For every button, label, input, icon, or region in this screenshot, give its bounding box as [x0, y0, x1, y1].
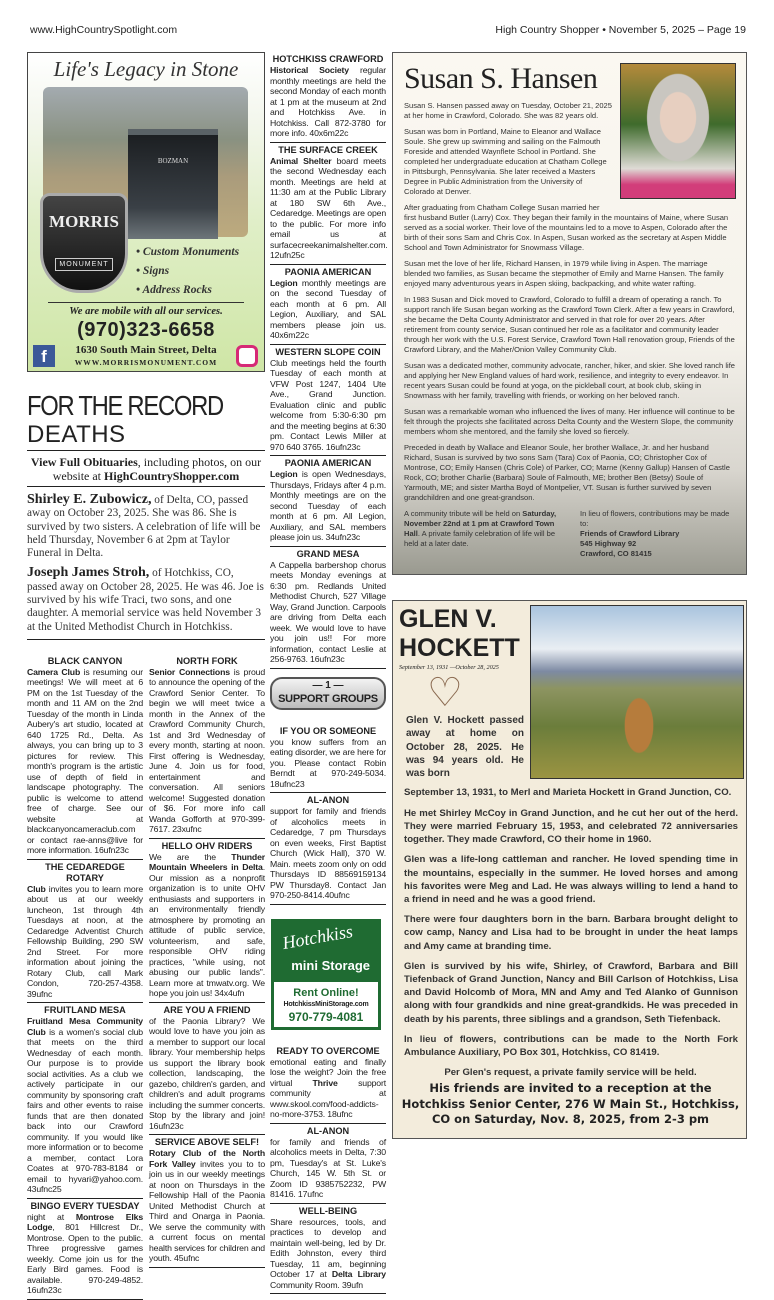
obit-paragraph: In 1983 Susan and Dick moved to Crawford, Colorado to fulfill a dream of operating a ranch. To support ranch life Susan began working as the Crawford Town Clerk. After a few years in Crawford, she became the Delta County Administrator and served in that role for over 20 years. After retirement from county service, Susan continued her role as a facilitator and community leader through her work with the U.S. Forest Service, Crawford Town Hall renovation group, Friends of the Crawford Library, and the Maher/Onion Valley Community Club. [404, 295, 735, 354]
notice-text: , 801 Hillcrest Dr., Montrose. Open to the public. Three progressive games weekly. Come join us for the Early Bird games. Food is available. 970-249-4852. 16ufn23c [27, 1222, 143, 1296]
community-notice [270, 724, 386, 794]
notice-heading: GRAND MESA [296, 548, 360, 559]
notice-heading: READY TO OVERCOME [276, 1045, 380, 1056]
notice-bold: Thrive [312, 1077, 338, 1088]
obit-intro: Glen V. Hockett passed away at home on October 28, 2025. He was 94 years old. He was born [406, 715, 524, 780]
notice-heading: HOTCHKISS CRAWFORD [272, 54, 384, 64]
city: Crawford, CO 81415 [580, 549, 652, 558]
notice-text: invites you to learn more about us at our weekly luncheon, 1st through 4th Tuesdays at noon, at the Cedaredge Adventist Church Fellowship Building, 290 SW 2nd Street. For more information about joining the Rotary Club, call Mark Condon, 720-257-4358. 39ufnc [27, 883, 143, 999]
notices-column [270, 1044, 386, 1295]
community-notice [27, 860, 143, 1004]
community-notice [149, 654, 265, 839]
brand-sub: mini Storage [291, 957, 370, 973]
portrait-photo [620, 63, 736, 199]
community-notice [270, 52, 386, 143]
notice-heading: AL-ANON [306, 795, 350, 805]
notices-column [270, 724, 386, 905]
obit-text: of Hotchkiss, CO, passed away on October 28, 2025. He was 46. Joe is survived by his wife Traci, two sons, and one daughter. A memorial service was held November 3 at the United Methodist Church in Hotchkiss. [27, 567, 264, 633]
name-line: HOCKETT [399, 634, 520, 662]
notice-heading: NORTH FORK [176, 655, 238, 666]
section-title: FOR THE RECORD [27, 390, 223, 421]
notice-heading: ARE YOU A FRIEND [163, 1004, 251, 1015]
community-notice [27, 1003, 143, 1199]
service-item: • Signs [136, 265, 170, 277]
notice-bold: Rotary Club of the North Fork Valley [149, 1148, 265, 1169]
section-subtitle: DEATHS [27, 422, 265, 451]
notices-row [27, 654, 265, 1300]
community-notice [27, 654, 143, 860]
notice-text: of the Paonia Library? We would love to have you join as a member to support our local library. Your membership helps us support the library book collection, landscaping, the gazebo, children's garden, and children's and adult programs including the summer concerts. Stop by the library and join! 16ufn23c [149, 1015, 265, 1131]
notice-bold: Historical Society [270, 65, 349, 75]
brand: Hotchkiss [280, 920, 355, 953]
community-notice [270, 265, 386, 345]
deceased-name: Joseph James Stroh, [27, 565, 150, 581]
text: . A private family celebration of life will be held at a later date. [404, 529, 556, 548]
support-groups-banner [270, 677, 386, 710]
obituary-brief [27, 493, 265, 560]
phone: 970-779-4081 [288, 1009, 364, 1024]
facebook-icon[interactable]: f [33, 345, 55, 367]
community-notice [149, 1003, 265, 1136]
services-list [136, 243, 239, 300]
obit-paragraph: Glen is survived by his wife, Shirley, of Crawford, Barbara and Bill Tiefenback of Grand Junction, Nancy and Bill Carlson of Hotchkiss, Lisa and David Holcomb of Mora, MN and Amy and Ted Alanko of Gunnison along with four grandkids and nine great-grandkids. He was preceded in death by his parents, three siblings and a grandson, Seth Tiefenback. [404, 960, 738, 1025]
notice-bold: Legion [270, 469, 298, 479]
address: 1630 South Main Street, Delta [75, 344, 217, 356]
notice-bold: Thunder Mountain Wheelers in Delta [149, 851, 265, 873]
text: In lieu of flowers, contributions may be made to: [580, 509, 730, 528]
site-url: www.HighCountrySpotlight.com [30, 24, 178, 36]
notice-text: invites you to to join us in our weekly meetings at noon on Thursdays in the Fellowship Hall of the Paonia United Methodist Church at Third and Onarga in Paonia. We serve the community with a current focus on mental health services for children and youth. 45ufnc [149, 1158, 266, 1264]
notice-heading: SERVICE ABOVE SELF! [154, 1137, 260, 1148]
community-notice [270, 547, 386, 669]
community-notice [270, 345, 386, 457]
horse-figure [613, 676, 665, 766]
service-note: Per Glen's request, a private family service will be held. [444, 1067, 697, 1079]
glen-hockett-obituary [392, 600, 747, 1139]
obit-paragraph: There were four daughters born in the barn. Barbara brought delight to cow camp, Nancy and Lisa had to be brought in under the heat lamps and Amy came at branding time. [404, 914, 738, 952]
notice-text: support community at www.skool.com/food-addicts-no-more-3753. 18ufnc [270, 1077, 386, 1119]
notice-text: emotional eating and finally lose the weight? Join the free virtual [270, 1056, 386, 1088]
obit-paragraph: Susan S. Hansen passed away on Tuesday, October 21, 2025 at her home in Crawford, Colorado. She was 82 years old. [404, 101, 612, 120]
notices-column [27, 654, 143, 1300]
phone: (970)323-6658 [77, 319, 215, 341]
donation-note [580, 509, 736, 559]
notice-bold: Legion [270, 277, 298, 288]
notice-heading: PAONIA AMERICAN [284, 458, 372, 468]
obit-paragraph: Glen was a life-long cattleman and rancher. He loved spending time in the mountains, especially in the summer. He loved horses and among his favorites were Meg and Lad. He was always willing to lend a hand to a friend in need and he was a good friend. [404, 854, 738, 905]
notice-text: is proud to announce the opening of the Crawford Senior Center. To begin we will meet twice a month in the Annex of the Crawford Community Church, 1st and 3rd Wednesday of every month, starting at noon. First offering is Wednesday, June 4. Join us for food, entertainment and conversation. All seniors welcome! Suggested donation of $6. For more info call Wanda Gofforth at 970-399-7617. 23xufnc [149, 666, 265, 835]
obituary-name [399, 605, 524, 663]
tribute-note [404, 509, 560, 559]
obituary-name: Susan S. Hansen [404, 62, 598, 95]
middle-column [270, 52, 386, 1294]
divider [48, 302, 244, 303]
reception-note: His friends are invited to a reception at the Hotchkiss Senior Center, 276 W Main St., Hotchkiss, CO on Saturday, Nov. 8, 2025, from 2-3 pm [401, 1081, 740, 1127]
service-item: • Address Rocks [136, 284, 212, 296]
right-column [392, 52, 747, 1139]
community-notice [270, 1044, 386, 1124]
notice-heading: THE CEDAREDGE ROTARY [45, 861, 125, 883]
notice-bold: Montrose Elks Lodge [27, 1211, 144, 1233]
notice-text: is open Wednesdays, Thursdays, Fridays after 4 p.m. Monthly meetings are on the second Tuesday of each month at 6 pm. All Legion, Auxiliary, and SAL members please join us. 34ufn23c [270, 469, 386, 542]
tribute-when: Saturday, November 22nd at 1 pm at Crawford Town Hall [404, 509, 557, 538]
notice-heading: IF YOU OR SOMEONE [279, 725, 377, 736]
notice-heading: AL-ANON [306, 1125, 350, 1136]
notices-column [149, 654, 265, 1300]
notice-text: for family and friends of alcoholics meets in Delta, 7:30 pm, Tuesday's at St. Luke's Church, 145 W. 5th St. or Zoom ID 9385752232, PW 81416. 17ufnc [270, 1136, 386, 1199]
notice-text: . Our mission as a nonprofit organization is to unite OHV enthusiasts and supporters in an environmentally friendly atmosphere by promoting an attitude of public service, volunteerism, and safe, responsible OHV riding practices, "while using, not abusing our public lands". Learn more at tmwatv.org. We hope you join us! 34x4ufn [149, 862, 265, 999]
obit-paragraph: Susan was born in Portland, Maine to Eleanor and Wallace Soule. She grew up swimming and sailing on the Falmouth Foreside and attended Waynflete School in Portland. She completed her undergraduate education at Chatham College in Pittsburgh, Pennsylvania. She later received a Masters Degree in Public Administration from the University of Colorado at Denver. [404, 127, 607, 196]
community-notice [149, 1135, 265, 1268]
morris-monument-ad[interactable] [27, 52, 265, 372]
notice-text: Community Room. 39ufn [270, 1279, 363, 1290]
notice-heading: FRUITLAND MESA [44, 1005, 126, 1016]
notice-text: monthly meetings are on the second Tuesday of each month at 6 pm. All Legion, Auxiliary, and SAL members please join us. 40x6m22c [270, 277, 386, 340]
org: Friends of Crawford Library [580, 529, 680, 538]
obit-paragraph: In lieu of flowers, contributions can be made to the North Fork Ambulance Auxiliary, PO Box 301, Hotchkiss, CO 81419. [404, 1033, 738, 1058]
notice-text: is resuming our meetings! We will meet at 6 PM on the 1st Tuesday of the month and 11 AM on the 2nd Tuesday of the month in Linda Aubery's art studio, located at 640 1725 Rd., Delta. As always, you can bring up to 3 pictures for review. This month's program is the artistic use of depth of field in landscape photography. The public is welcome to attend free of charge. See our website at blackcanyoncameraclub.com or contact rae-anns@live for more information. 16ufn23c [27, 666, 143, 856]
hotchkiss-mini-storage-ad[interactable] [271, 919, 381, 1030]
mobile-note: We are mobile with all our services. [69, 306, 223, 317]
obit-paragraph: He met Shirley McCoy in Grand Junction, and he cut her out of the herd. They were married February 15, 1953, and celebrated 72 anniversaries together. They made Crawford, CO their home in 1960. [404, 807, 738, 846]
notice-bold: Senior Connections [149, 666, 230, 677]
life-dates: September 13, 1931 —October 28, 2025 [399, 664, 499, 671]
stone-name: BOZMAN [157, 157, 189, 165]
morris-logo [40, 193, 128, 293]
text: A community tribute will be held on [404, 509, 523, 518]
community-notice [270, 1124, 386, 1204]
view-text: , including photos, on our website at [52, 455, 262, 483]
obit-paragraph: After graduating from Chatham College Susan married her first husband Butler (Larry) Cox. They began their family in the mountains of Maine, where Susan served as a social worker. Their love of the mountains led to a move to Aspen, Colorado after the birth of their sons Sam and Chris Cox. In Aspen, Susan worked as the secretary at Aspen Middle School and Town Administrator for Snowmass Village. [404, 203, 729, 252]
site[interactable]: HotchkissMiniStorage.com [283, 1000, 369, 1008]
notice-text: A Cappella barbershop chorus meets Monday evenings at 6:30 pm. Redlands United Methodist Church, 527 Village Way, Grand Junction. Carpools are driving from Delta each week. We would love to have you join us!! For more information, contact Leslie at 256-9763. 16ufn23c [270, 559, 386, 664]
notice-heading: THE SURFACE CREEK [278, 144, 378, 155]
cta: Rent Online! [293, 986, 359, 999]
notice-heading: WELL-BEING [298, 1205, 358, 1216]
notice-bold: Fruitland Mesa Community Club [27, 1016, 143, 1037]
view-obituaries-note [27, 451, 265, 487]
deceased-name: Shirley E. Zubowicz, [27, 492, 152, 507]
notice-text: regular monthly meetings are held the second Monday of each month at 1 pm at the museum at 2nd and Hotchkiss Ave. in Hotchkiss. Call 872-3780 for more info. 40x6m22c [270, 65, 386, 138]
community-notice [270, 1204, 386, 1295]
notice-heading: WESTERN SLOPE COIN [275, 346, 381, 357]
obit-paragraph: Susan was a dedicated mother, community advocate, rancher, hiker, and skier. She loved ranch life and applying her New England values of hard work, resilience, and integrity to every endeavor. In recent years Susan could be found at yoga, on the pickleball court, at book club, skiing in Snowmass with her family, travelling with friends, or working on her beloved ranch. [404, 361, 735, 400]
notice-text: night at [27, 1211, 76, 1222]
obit-paragraph: Preceded in death by Wallace and Eleanor Soule, her brother Wallace, Jr. and her husband Richard, Susan is survived by two sons Sam (Tara) Cox of Paonia, CO; Christopher Cox of Montrose, CO; Emily Hansen (Chris Cole) of Parker, CO; Marne (Kenny Gallup) Hansen of Castle Rock, CO; brother Charlie (Barbara) Soule of Falmouth, ME; brother Ben (Betsy) Soule of Yarmouth, ME; and sister Martha Boyd of Montpelier, VT. Susan is further survived by seven grandchildren and one great-grandson. [404, 443, 730, 502]
obit-paragraph: Susan was a remarkable woman who influenced the lives of many. Her influence will continue to be felt through the projects she facilitated across Delta County and the Western Slope, the community members whom she mentored, and the family she loved so fiercely. [404, 407, 735, 436]
notice-text: board meets the second Wednesday each month. Meetings are held at 11:30 am at the Public Library at 180 SW 6th Ave., Cedaredge. Meetings are open to the public. For more info email us at surfacecreekanimalshelter.com. 12ufn25c [270, 155, 388, 260]
service-item: • Custom Monuments [136, 246, 240, 258]
for-the-record-section [27, 390, 265, 640]
name-line: GLEN V. [399, 605, 497, 633]
obituary-brief [27, 566, 265, 639]
section-label: SUPPORT GROUPS [278, 692, 378, 705]
ad-tagline: Life's Legacy in Stone [53, 57, 239, 81]
community-notice [270, 793, 386, 905]
notice-heading: BINGO EVERY TUESDAY [30, 1200, 140, 1211]
horse-rider-photo [530, 605, 744, 779]
notice-text: Club meetings held the fourth Tuesday of each month at VFW Post 1247, 1404 Ute Ave., Grand Junction. Evaluation clinic and public welcome from 5:30-6:30 pm and the meeting begins at 6:30 pm. Contact Lewis Miller at 970 640 3765. 16ufn23c [270, 357, 386, 452]
view-bold: View Full Obituaries [30, 455, 138, 469]
notice-bold: Camera Club [27, 666, 81, 677]
community-notice [149, 839, 265, 1003]
notice-text: support for family and friends of alcoholics meets in Cedaredge, 7 pm Thursdays on even weeks, First Baptist Church (Wick Hall), 370 W. Main. meets zoom only on odd Thursdays ID 88569159134 PW Thursday8. Contact Jan 970-250-8414.40ufnc [270, 806, 386, 900]
notice-text: Share resources, tools, and practices to develop and maintain well-being, led by Dr. Edith Johnston, every third Tuesday, 11 am, beginning October 17 at [270, 1216, 386, 1279]
logo-text: MORRIS [49, 212, 119, 231]
notice-bold: Animal Shelter [270, 155, 332, 166]
section-number: — 1 — [312, 679, 344, 691]
notice-heading: BLACK CANYON [47, 655, 123, 666]
logo-subtext: MONUMENT [55, 258, 112, 271]
site-link[interactable]: HighCountryShopper.com [104, 469, 240, 483]
instagram-icon[interactable] [236, 345, 258, 367]
obit-paragraph: September 13, 1931, to Merl and Marieta Hockett in Grand Junction, CO. [404, 787, 732, 799]
street: 545 Highway 92 [580, 539, 637, 548]
notice-text: We are the [149, 851, 232, 862]
issue-line: High Country Shopper • November 5, 2025 – Page 19 [495, 24, 746, 36]
notice-text: is a women's social club that meets on the third Wednesday of each month. Our purpose is to provide social activities. As a club we actively participate in our community by sponsoring craft fairs and other events to raise funds that are then donated back into our Crawford community. If you would like more information or to become a member, contact Lora Coates at 970-783-8184 or email to hyvari@yahoo.com. 43ufnc25 [27, 1026, 143, 1195]
notices-column [270, 52, 386, 669]
susan-hansen-obituary [392, 52, 747, 575]
headstone-photo [128, 129, 218, 239]
notice-bold: Delta Library [331, 1269, 386, 1279]
left-column [27, 52, 265, 1300]
notice-bold: Club [27, 883, 46, 894]
lasso-heart-icon: ♡ [427, 671, 463, 715]
community-notice [27, 1199, 143, 1300]
notice-text: you know suffers from an eating disorder, we are here for you. Please contact Robin Berndt at 970-249-5034. 18ufnc23 [270, 736, 386, 789]
notice-heading: HELLO OHV RIDERS [161, 840, 253, 851]
obit-text: of Delta, CO, passed away on October 23, 2025. She was 86. She is survived by two sisters. A celebration of life will be held Thursday, November 6 at 2pm at Taylor Funeral in Delta. [27, 494, 261, 560]
website[interactable]: WWW.MORRISMONUMENT.COM [74, 358, 218, 367]
notice-heading: PAONIA AMERICAN [284, 266, 372, 277]
community-notice [270, 143, 386, 265]
community-notice [270, 456, 386, 547]
obit-paragraph: Susan met the love of her life, Richard Hansen, in 1979 while living in Aspen. The marriage blended two families, as Susan became the stepmother of Emily and Marne Hansen. The family enjoyed many adventurous years in Aspen skiing, backpacking, and white water rafting. [404, 259, 724, 288]
